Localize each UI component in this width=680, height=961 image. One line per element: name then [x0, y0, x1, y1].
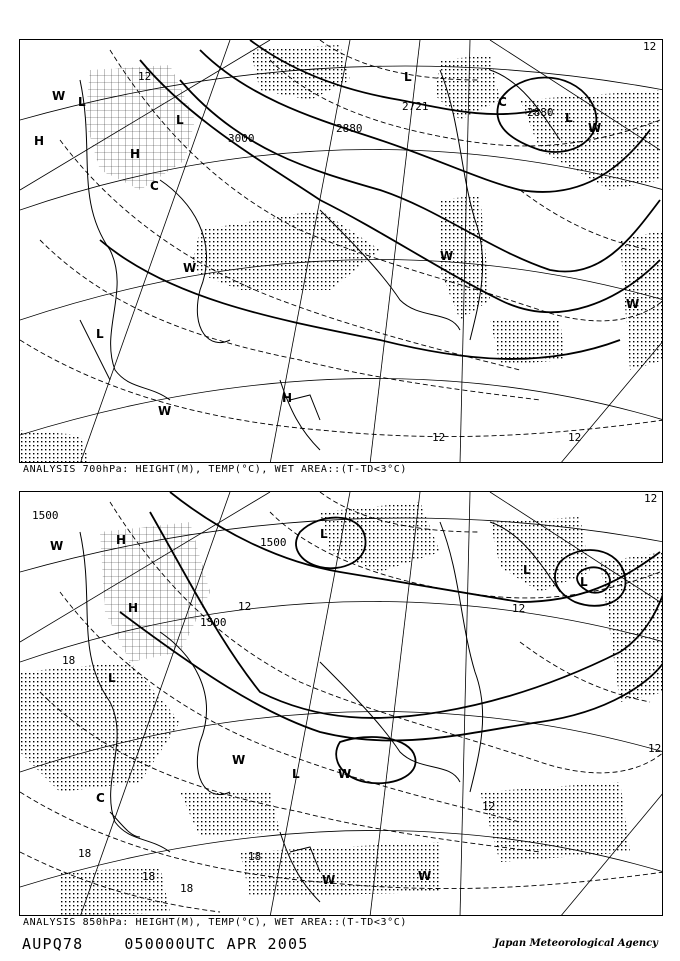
contour-label: 12 — [482, 800, 496, 813]
contour-label: 1500 — [32, 509, 59, 522]
map-850hpa-svg — [20, 492, 663, 916]
contour-label: 1500 — [260, 536, 287, 549]
warm-symbol: W — [588, 121, 602, 135]
cold-symbol: C — [498, 95, 507, 109]
contour-label: 12 — [432, 431, 446, 444]
high-symbol: H — [130, 147, 141, 161]
contour-label: 12 — [568, 431, 582, 444]
contour-label: 12 — [648, 742, 662, 755]
contour-label: 12 — [512, 602, 526, 615]
bulletin-header — [22, 935, 308, 953]
bulletin-code: AUPQ78 — [22, 935, 84, 953]
warm-symbol: W — [183, 261, 197, 275]
contour-label: 18 — [248, 850, 262, 863]
low-symbol: L — [404, 70, 412, 84]
contour-label: 18 — [180, 882, 194, 895]
caption-850hpa: ANALYSIS 850hPa: HEIGHT(M), TEMP(°C), WET AREA::(T-TD<3°C) — [23, 917, 407, 928]
caption-700hpa: ANALYSIS 700hPa: HEIGHT(M), TEMP(°C), WET AREA::(T-TD<3°C) — [23, 464, 407, 475]
contour-label: 18 — [142, 870, 156, 883]
wet-areas — [20, 502, 663, 916]
wet-areas — [20, 45, 663, 463]
warm-symbol: W — [440, 249, 454, 263]
low-symbol: L — [565, 111, 573, 125]
low-symbol: L — [108, 671, 116, 685]
high-symbol: H — [34, 134, 45, 148]
warm-symbol: W — [52, 89, 66, 103]
contour-label: 12 — [644, 492, 658, 505]
contour-label: 18 — [78, 847, 92, 860]
contour-label: 3000 — [228, 132, 255, 145]
high-symbol: H — [116, 533, 127, 547]
low-symbol: L — [320, 527, 328, 541]
map-850hpa — [19, 491, 663, 916]
low-symbol: L — [176, 113, 184, 127]
height-contours — [100, 40, 660, 359]
warm-symbol: W — [50, 539, 64, 553]
contour-label: 12 — [138, 70, 152, 83]
cold-symbol: C — [150, 179, 159, 193]
warm-symbol: W — [232, 753, 246, 767]
contour-label: 2721 — [402, 100, 429, 113]
low-symbol: L — [96, 327, 104, 341]
high-symbol: H — [282, 391, 293, 405]
low-symbol: L — [523, 563, 531, 577]
warm-symbol: W — [322, 873, 336, 887]
low-symbol: L — [580, 575, 588, 589]
contour-label: 1500 — [200, 616, 227, 629]
low-symbol: L — [78, 95, 86, 109]
high-symbol: H — [128, 601, 139, 615]
warm-symbol: W — [418, 869, 432, 883]
map-700hpa-svg — [20, 40, 663, 463]
contour-label: 2880 — [336, 122, 363, 135]
contour-label: 18 — [62, 654, 76, 667]
contour-label: 12 — [238, 600, 252, 613]
contour-label: 2880 — [527, 106, 554, 119]
agency-name: Japan Meteorological Agency — [494, 938, 658, 949]
map-700hpa — [19, 39, 663, 463]
contour-label: 12 — [643, 40, 657, 53]
low-symbol: L — [292, 767, 300, 781]
warm-symbol: W — [626, 297, 640, 311]
warm-symbol: W — [338, 767, 352, 781]
cold-symbol: C — [96, 791, 105, 805]
bulletin-time: 050000UTC APR 2005 — [124, 935, 309, 953]
warm-symbol: W — [158, 404, 172, 418]
